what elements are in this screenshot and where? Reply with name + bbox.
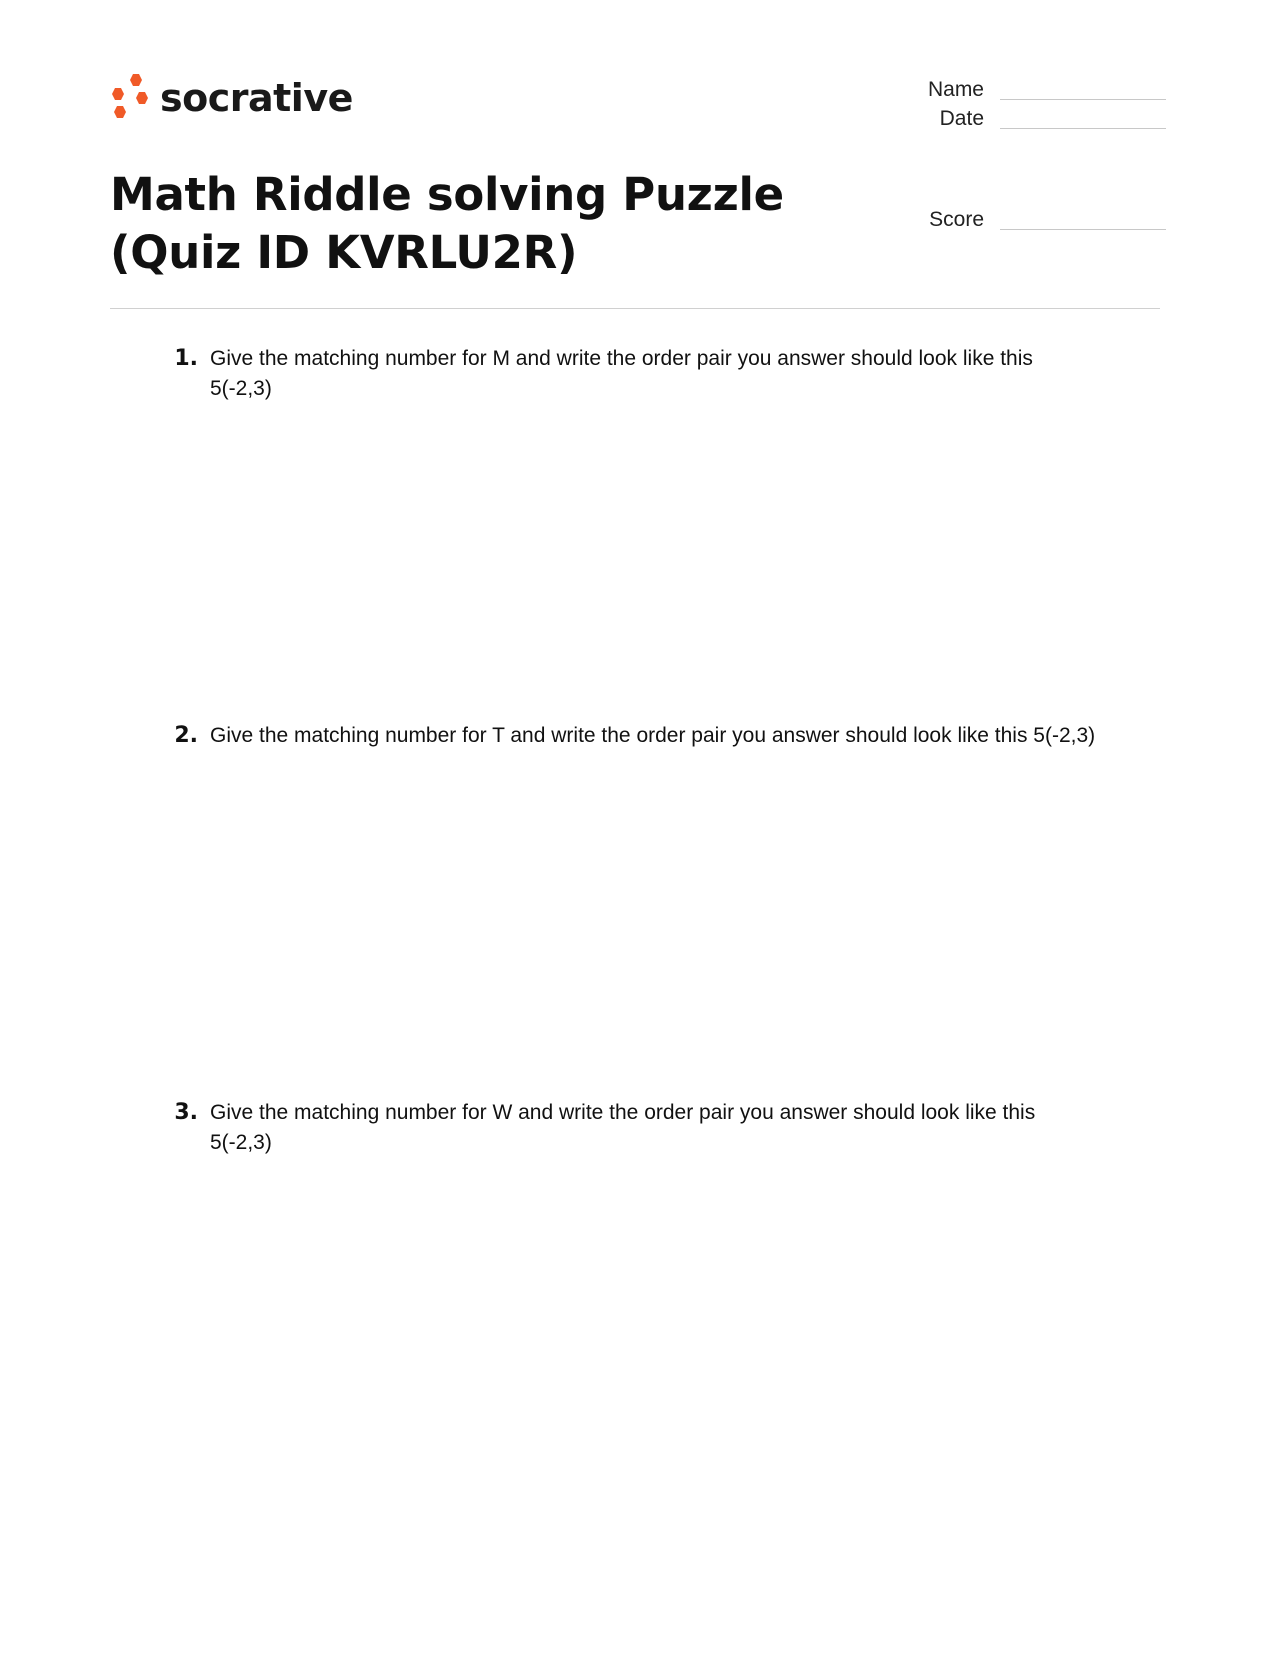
score-line[interactable] <box>1000 228 1166 230</box>
page-title: Math Riddle solving Puzzle (Quiz ID KVRLU2R) <box>110 168 784 279</box>
date-line[interactable] <box>1000 127 1166 129</box>
question-number: 1. <box>174 346 198 371</box>
question-number: 3. <box>174 1100 198 1125</box>
score-field[interactable] <box>864 208 1166 232</box>
score-label: Score <box>929 208 984 231</box>
question-item <box>160 721 1100 751</box>
date-label: Date <box>939 107 984 130</box>
question-text: Give the matching number for M and write the order pair you answer should look like this 5(-2,3) <box>210 347 1033 400</box>
name-line[interactable] <box>1000 98 1166 100</box>
question-text: Give the matching number for T and write the order pair you answer should look like this 5(-2,3) <box>210 724 1096 747</box>
socrative-logo <box>110 72 353 124</box>
header-divider <box>110 308 1160 309</box>
name-field[interactable] <box>864 78 1166 102</box>
logo-wordmark: socrative <box>160 76 353 120</box>
question-number: 2. <box>174 723 198 748</box>
question-item <box>160 344 1100 404</box>
date-field[interactable] <box>864 107 1166 131</box>
name-label: Name <box>927 78 984 101</box>
question-item <box>160 1098 1100 1158</box>
hexagon-cluster-icon <box>110 72 150 124</box>
question-text: Give the matching number for W and write the order pair you answer should look like this 5(-2,3) <box>210 1101 1036 1154</box>
